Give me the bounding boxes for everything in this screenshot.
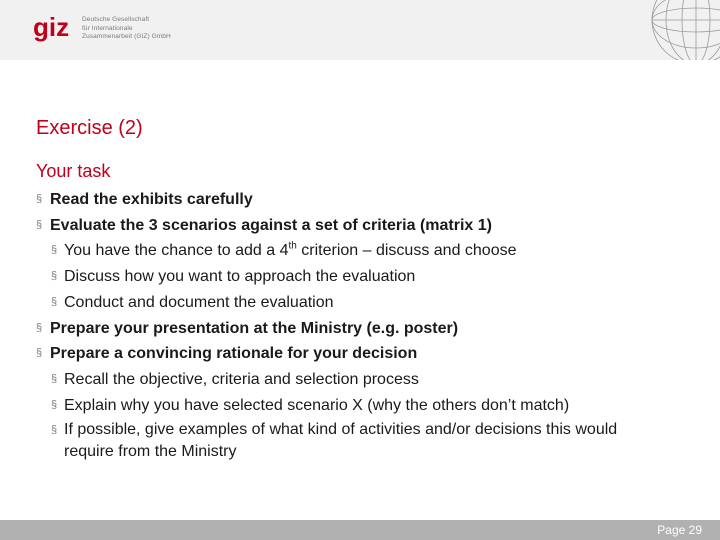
- sub-bullet-item: [36, 290, 656, 316]
- bullet-marker: §: [51, 244, 58, 257]
- bullet-marker: §: [51, 270, 58, 283]
- slide-footer: [0, 520, 720, 540]
- bullet-marker: §: [36, 218, 43, 231]
- bullet-marker: §: [51, 424, 58, 437]
- logo-line-2: für Internationale: [82, 24, 133, 32]
- bullet-text: Prepare your presentation at the Ministry (e.g. poster): [50, 319, 459, 337]
- svg-text:giz: giz: [33, 14, 70, 42]
- globe-icon: [638, 0, 720, 60]
- bullet-text: Prepare a convincing rationale for your decision: [50, 345, 418, 363]
- slide-subtitle: Your task: [36, 161, 111, 181]
- page-number: Page 29: [657, 523, 702, 537]
- bullet-item: [36, 187, 656, 213]
- bullet-marker: §: [36, 347, 43, 360]
- bullet-text: If possible, give examples of what kind of activities and/or decisions this would require from the Ministry: [64, 421, 618, 461]
- bullet-text: Read the exhibits carefully: [50, 191, 253, 208]
- bullet-marker: §: [36, 321, 43, 334]
- bullet-text: Discuss how you want to approach the evaluation: [64, 268, 416, 286]
- bullet-item: [36, 341, 656, 367]
- sub-bullet-item: [36, 393, 656, 419]
- sub-bullet-item: [36, 264, 656, 290]
- bullet-marker: §: [51, 372, 58, 385]
- bullet-text: Explain why you have selected scenario X (why the others don’t match): [64, 396, 570, 414]
- bullet-marker: §: [51, 398, 58, 411]
- bullet-list: [36, 187, 656, 463]
- bullet-item: [36, 213, 656, 239]
- bullet-text: Evaluate the 3 scenarios against a set of criteria (matrix 1): [50, 216, 492, 234]
- logo-line-3: Zusammenarbeit (GIZ) GmbH: [82, 33, 171, 40]
- sub-bullet-item: [36, 418, 656, 463]
- giz-logo: [33, 14, 79, 46]
- bullet-text: Recall the objective, criteria and selection process: [64, 370, 419, 388]
- logo-line-1: Deutsche Gesellschaft: [82, 16, 150, 23]
- bullet-text: You have the chance to add a 4th criterion – discuss and choose: [64, 241, 517, 260]
- bullet-marker: §: [36, 193, 43, 205]
- slide-header: [0, 0, 720, 60]
- bullet-item: [36, 316, 656, 342]
- sub-bullet-item: [36, 367, 656, 393]
- bullet-text: Conduct and document the evaluation: [64, 293, 334, 311]
- sub-bullet-item: [36, 238, 656, 264]
- logo-text: [82, 16, 192, 42]
- slide-title: Exercise (2): [36, 117, 143, 139]
- bullet-marker: §: [51, 295, 58, 308]
